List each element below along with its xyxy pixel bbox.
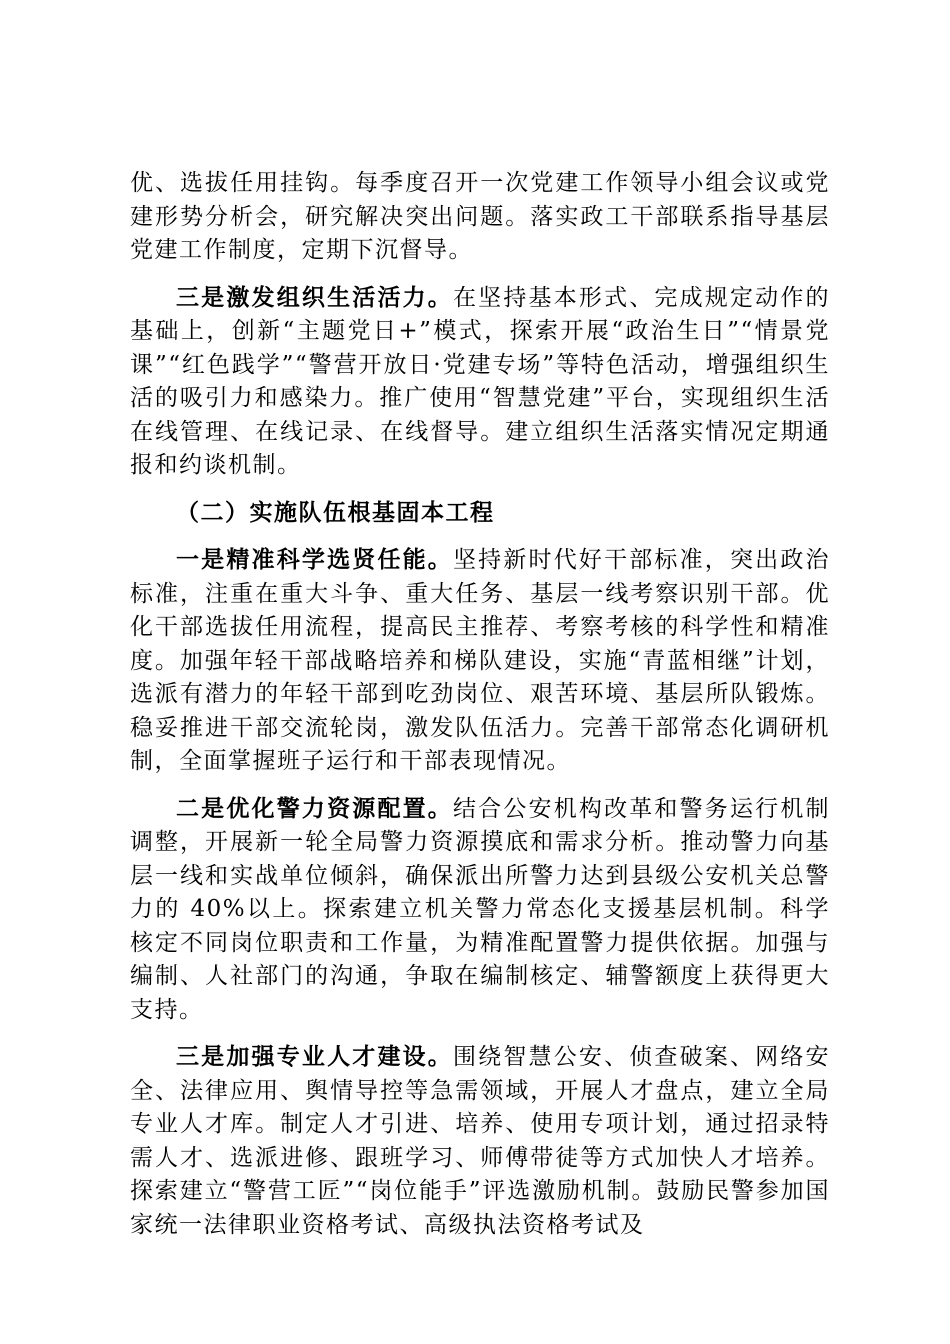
paragraph-select-talent	[130, 544, 830, 779]
paragraph-text: 围绕智慧公安、侦查破案、网络安全、法律应用、舆情导控等急需领域，开展人才盘点，建立全局专业人才库。制定人才引进、培养、使用专项计划，通过招录特需人才、选派进修、跟班学习、师傅带徒等方式加快人才培养。探索建立“警营工匠”“岗位能手”评选激励机制。鼓励民警参加国家统一法律职业资格考试、高级执法资格考试及	[130, 1044, 831, 1238]
paragraph-text: 坚持新时代好干部标准，突出政治标准，注重在重大斗争、重大任务、基层一线考察识别干部。优化干部选拔任用流程，提高民主推荐、考察考核的科学性和精准度。加强年轻干部战略培养和梯队建设，实施“青蓝相继”计划，选派有潜力的年轻干部到吃劲岗位、艰苦环境、基层所队锻炼。稳妥推进干部交流轮岗，激发队伍活力。完善干部常态化调研机制，全面掌握班子运行和干部表现情况。	[130, 547, 831, 774]
paragraph-continuation	[130, 167, 830, 268]
paragraph-lead: 三是激发组织生活活力。	[176, 284, 453, 311]
paragraph-police-allocation	[130, 793, 830, 1028]
paragraph-lead: 三是加强专业人才建设。	[176, 1044, 453, 1070]
paragraph-professional-talent	[130, 1041, 830, 1242]
paragraph-lead: 一是精准科学选贤任能。	[176, 547, 453, 573]
section-heading: （二）实施队伍根基固本工程	[176, 499, 495, 526]
paragraph-organization-life	[130, 282, 830, 483]
paragraph-text: 结合公安机构改革和警务运行机制调整，开展新一轮全局警力资源摸底和需求分析。推动警力向基层一线和实战单位倾斜，确保派出所警力达到县级公安机关总警力的 40%以上。探索建立机关警力常态化支援基层机制。科学核定不同岗位职责和工作量，为精准配置警力提供依据。加强与编制、人社部门的沟通，争取在编制核定、辅警额度上获得更大支持。	[130, 795, 831, 1023]
paragraph-text: 优、选拔任用挂钩。每季度召开一次党建工作领导小组会议或党建形势分析会，研究解决突出问题。落实政工干部联系指导基层党建工作制度，定期下沉督导。	[130, 170, 830, 263]
paragraph-text: 在坚持基本形式、完成规定动作的基础上，创新“主题党日+”模式，探索开展“政治生日”“情景党课”“红色践学”“警营开放日·党建专场”等特色活动，增强组织生活的吸引力和感染力。推广使用“智慧党建”平台，实现组织生活在线管理、在线记录、在线督导。建立组织生活落实情况定期通报和约谈机制。	[130, 284, 831, 478]
document-page	[130, 167, 830, 1256]
paragraph-lead: 二是优化警力资源配置。	[176, 795, 453, 822]
